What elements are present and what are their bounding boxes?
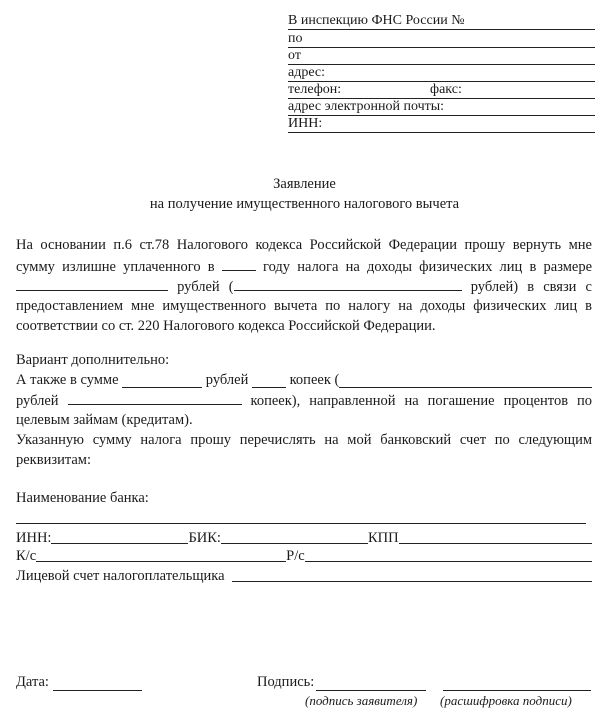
bik-label: БИК: <box>188 530 221 546</box>
bank-name-label: Наименование банка: <box>16 490 149 506</box>
bank-name-field[interactable] <box>16 509 586 524</box>
fax-label: факс: <box>430 82 462 97</box>
bank-row <box>16 546 592 565</box>
amount-blank[interactable] <box>16 276 168 291</box>
text: рублей) в связи с <box>470 279 592 295</box>
decode-hint: (расшифровка подписи) <box>440 693 572 708</box>
amount-words-blank[interactable] <box>234 276 462 291</box>
text: году налога на доходы физических лиц в размере <box>263 259 593 275</box>
email-label: адрес электронной почты: <box>288 99 445 114</box>
para-line <box>16 276 592 297</box>
sum-words-kop-blank[interactable] <box>68 390 242 405</box>
from-label: от <box>288 48 301 63</box>
signature-hint: (подпись заявителя) <box>305 693 418 708</box>
para-line: предоставлением мне имущественного вычета по налогу на доходы физических лиц в <box>16 298 592 314</box>
text: А также в сумме <box>16 372 119 388</box>
bank-row <box>16 528 592 547</box>
rs-field[interactable] <box>305 546 592 562</box>
address-label: адрес: <box>288 65 326 80</box>
para-line: На основании п.6 ст.78 Налогового кодекса Российской Федерации прошу вернуть мне <box>16 237 592 253</box>
para-line: Указанную сумму налога прошу перечислять на мой банковский счет по следующим <box>16 432 592 448</box>
text: рублей <box>205 372 249 388</box>
para-line: реквизитам: <box>16 452 91 468</box>
para-line: соответствии со ст. 220 Налогового кодекса Российской Федерации. <box>16 318 436 334</box>
text: копеек ( <box>289 372 340 388</box>
inn-field[interactable] <box>288 115 595 133</box>
document-subtitle: на получение имущественного налогового вычета <box>149 196 460 212</box>
bik-field[interactable] <box>221 528 368 544</box>
kpp-label: КПП <box>367 530 399 546</box>
document-title: Заявление <box>273 176 336 192</box>
phone-label: телефон: <box>288 82 342 97</box>
inspection-label: В инспекцию ФНС России № <box>288 13 465 28</box>
text: рублей <box>16 393 59 409</box>
bank-inn-field[interactable] <box>51 528 188 544</box>
date-label: Дата: <box>16 674 49 690</box>
para-line <box>16 370 592 390</box>
account-field[interactable] <box>232 566 592 582</box>
signature-field[interactable] <box>316 676 426 691</box>
address-field[interactable] <box>288 64 595 82</box>
para-line <box>16 256 592 277</box>
from-field[interactable] <box>288 47 595 65</box>
text: рублей ( <box>177 279 234 295</box>
para-line: целевым займам (кредитам). <box>16 412 193 428</box>
sum-rub-blank[interactable] <box>122 373 202 388</box>
text: сумму излишне уплаченного в <box>16 259 215 275</box>
ks-label: К/с <box>16 548 37 564</box>
date-field[interactable] <box>53 676 142 691</box>
text: копеек), направленной на погашение процентов по <box>250 393 593 409</box>
year-blank[interactable] <box>222 256 256 271</box>
inspection-field[interactable] <box>288 12 595 30</box>
bank-inn-label: ИНН: <box>16 530 52 546</box>
signature-decode-field[interactable] <box>443 676 591 691</box>
rs-label: Р/с <box>286 548 305 564</box>
sum-words-blank[interactable] <box>339 373 592 388</box>
kpp-field[interactable] <box>399 528 592 544</box>
by-label: по <box>288 31 303 46</box>
phone-field[interactable] <box>288 81 595 99</box>
signature-label: Подпись: <box>257 674 315 690</box>
para-line <box>16 390 592 411</box>
email-field[interactable] <box>288 98 595 116</box>
inn-label: ИНН: <box>288 116 323 131</box>
ks-field[interactable] <box>36 546 286 562</box>
by-field[interactable] <box>288 30 595 48</box>
sum-kop-blank[interactable] <box>252 373 286 388</box>
account-label: Лицевой счет налогоплательщика <box>16 568 225 584</box>
bank-row <box>16 566 592 585</box>
variant-heading: Вариант дополнительно: <box>16 352 170 368</box>
